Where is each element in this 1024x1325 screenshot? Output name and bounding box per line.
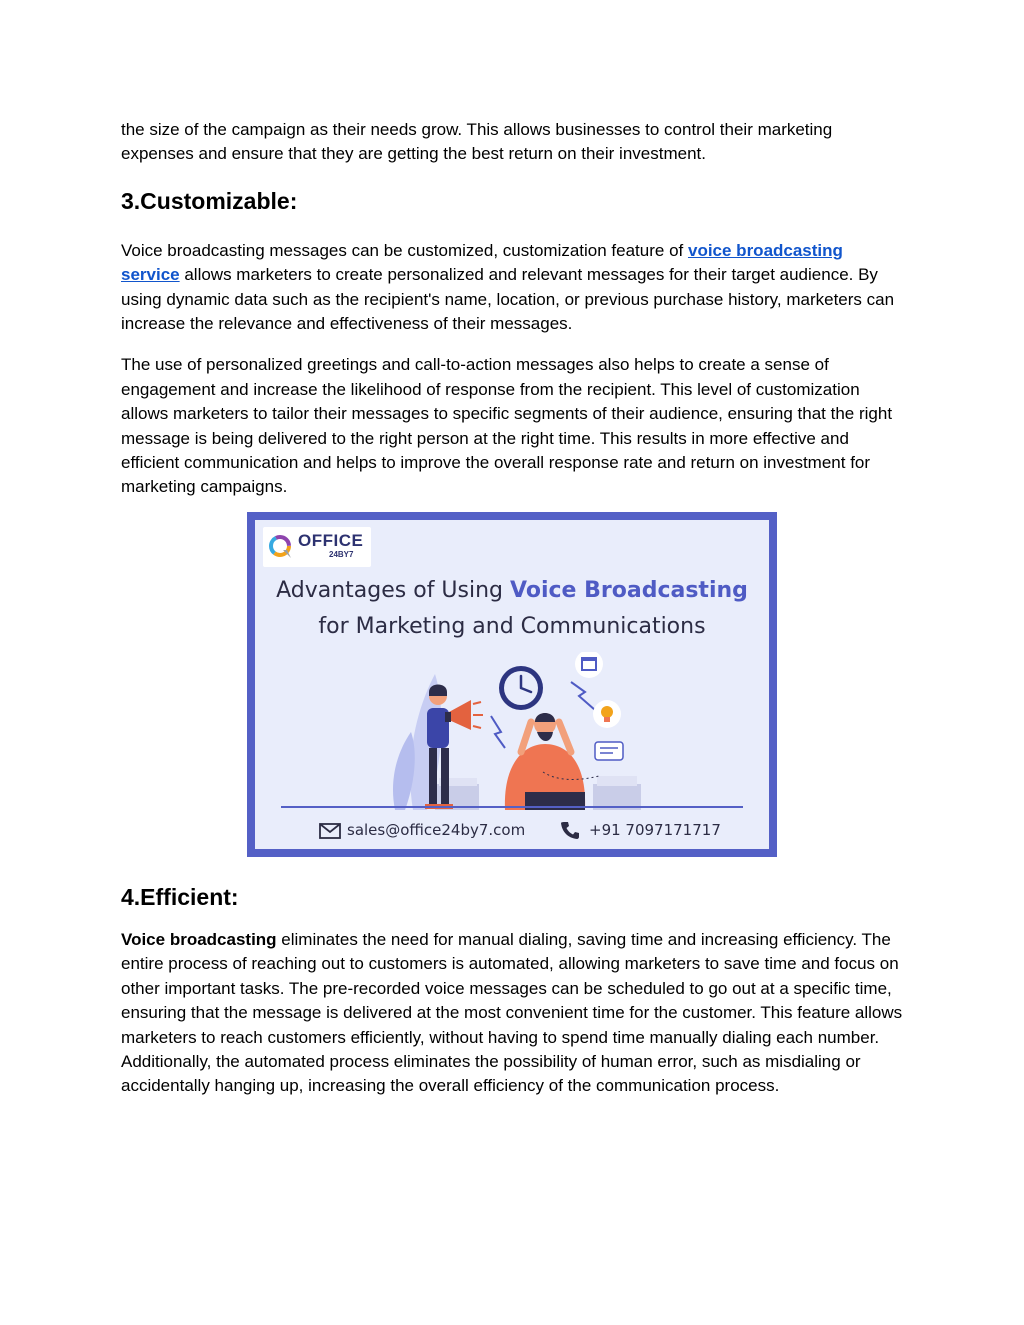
banner-title-line-1: [255, 578, 769, 603]
efficient-paragraph: [121, 928, 905, 1099]
logo-sub-text: 24BY7: [329, 550, 354, 559]
customizable-p1-before: Voice broadcasting messages can be customized, customization feature of: [121, 240, 688, 260]
intro-paragraph: the size of the campaign as their needs grow. This allows businesses to control their marketing expenses and ensure that they are getting the best return on their investment.: [121, 120, 833, 164]
document-page: [121, 118, 905, 500]
office24by7-logo: [263, 527, 371, 567]
efficient-section: [121, 928, 905, 1099]
logo-q-icon: [267, 532, 297, 562]
efficient-heading: 4.Efficient:: [121, 884, 239, 910]
customizable-p1-after: allows marketers to create personalized and relevant messages for their target audience. By using dynamic data such as the recipient's name, location, or previous purchase history, marketers can increase the relevance and effectiveness of their messages.: [121, 265, 895, 334]
banner-frame: [247, 512, 777, 857]
banner-divider: [281, 806, 743, 808]
customizable-paragraph-1: [121, 239, 905, 337]
customizable-heading: 3.Customizable:: [121, 187, 298, 214]
efficient-text: eliminates the need for manual dialing, saving time and increasing efficiency. The entire process of reaching out to customers is automated, allowing marketers to save time and focus on other important tasks. The pre-recorded voice messages can be scheduled to go out at a specific time, ensuring that the message is delivered at the most convenient time for the customer. This feature allows marketers to reach customers efficiently, without having to spend time manually dialing each number. Additionally, the automated process eliminates the possibility of human error, such as misdialing or accidentally hanging up, increasing the overall efficiency of the communication process.: [121, 930, 903, 1096]
contact-email: sales@office24by7.com: [347, 821, 526, 839]
logo-main-text: OFFICE: [298, 531, 364, 550]
promo-banner-image: [247, 512, 777, 857]
banner-content: [255, 520, 769, 849]
mail-icon: [319, 823, 341, 839]
banner-title-line-2: for Marketing and Communications: [318, 614, 706, 639]
phone-icon: [561, 821, 579, 839]
banner-title-prefix: Advantages of Using: [276, 578, 511, 603]
efficient-lead-bold: Voice broadcasting: [121, 930, 277, 949]
marketing-illustration: [375, 652, 675, 812]
banner-title-highlight: Voice Broadcasting: [510, 578, 748, 603]
contact-phone: +91 7097171717: [589, 821, 721, 839]
customizable-paragraph-2: The use of personalized greetings and call-to-action messages also helps to create a sense of engagement and increase the likelihood of response from the recipient. This level of customization allows marketers to tailor their messages to specific segments of their audience, ensuring that the right message is being delivered to the right person at the right time. This results in more effective and efficient communication and helps to improve the overall response rate and return on investment for marketing campaigns.: [121, 355, 893, 497]
voice-broadcasting-service-link[interactable]: voice broadcasting service: [121, 240, 843, 285]
